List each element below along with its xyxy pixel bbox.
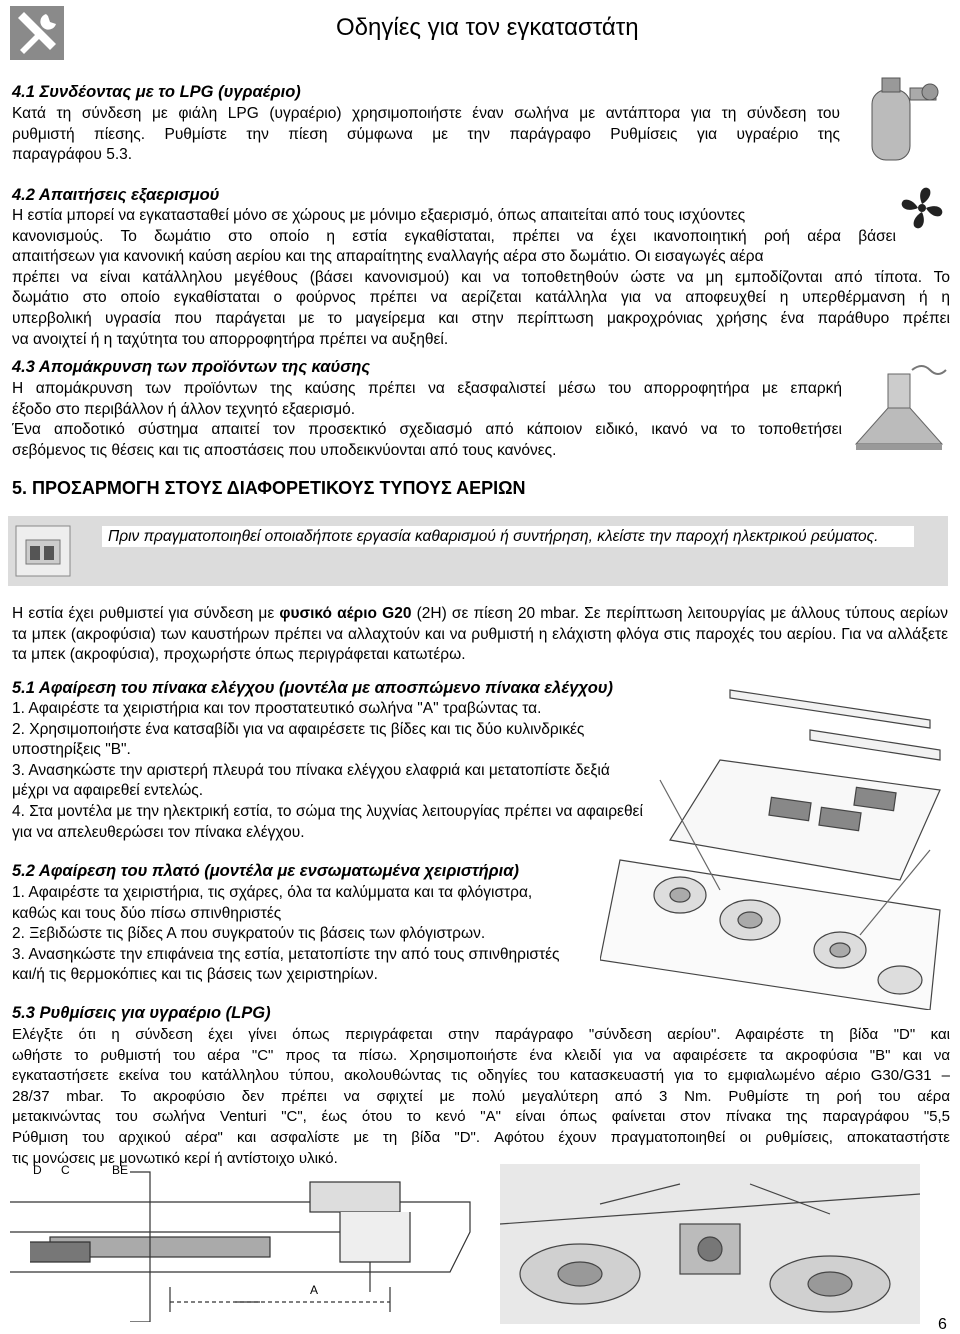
text-line: Η εστία μπορεί να εγκατασταθεί μόνο σε χώρους με μόνιμο εξαερισμό, όπως απαιτείται από τους ισχύοντες xyxy=(12,207,746,224)
text-line: Ελέγξτε ότι η σύνδεση έχει γίνει όπως περιγράφεται στην παράγραφο "σύνδεση αερίου". Αφαιρέστε τη βίδα "D" και xyxy=(12,1026,950,1043)
label-E: E xyxy=(120,1163,129,1177)
cooker-hood-icon xyxy=(852,360,948,460)
heading-5-3: 5.3 Ρυθμίσεις για υγραέριο (LPG) xyxy=(12,1004,271,1022)
warning-box xyxy=(8,516,948,586)
text-line: κανονισμούς. Το δωμάτιο στο οποίο η εστία εγκαθίσταται, πρέπει να έχει ικανοποιητική ροή αέρα βάσει xyxy=(12,227,896,245)
text-line: Κατά τη σύνδεση με φιάλη LPG (υγραέριο) χρησιμοποιήστε έναν σωλήνα με αντάπτορα για τη σύνδεση του xyxy=(12,105,840,122)
paragraph-5-2 xyxy=(12,883,622,986)
heading-4-3: 4.3 Απομάκρυνση των προϊόντων της καύσης xyxy=(12,358,371,376)
text-line: τις μονώσεις με μονωτικό κερί ή αντίστοιχο υλικό. xyxy=(12,1149,338,1167)
text-line: σεβόμενος τις θέσεις και τις αποστάσεις που υποδεικνύονται από τους κανόνες. xyxy=(12,441,557,459)
label-A: A xyxy=(310,1283,319,1297)
page-title: Οδηγίες για τον εγκαταστάτη xyxy=(336,14,639,41)
text-line: δωμάτιο στο οποίο εγκαθίσταται ο φούρνος πρέπει να αερίζεται κατάλληλα για να αποφευχθεί η υπερθέρμανση ή η xyxy=(12,289,950,307)
intro-text-bold: φυσικό αέριο G20 xyxy=(279,605,412,622)
burner-section-drawing xyxy=(10,1162,480,1322)
list-item: 2. Ξεβιδώστε τις βίδες Α που συγκρατούν τις βάσεις των φλόγιστρων. xyxy=(12,925,486,943)
list-item: 3. Ανασηκώστε την επιφάνεια της εστία, μετατοπίστε την από τους σπινθηριστές xyxy=(12,945,560,963)
text-line: Ρύθμιση του αρχικού αέρα" και ασφαλίστε με τη βίδα "D". Αφότου έχουν πραγματοποιηθεί οι ρυθμίσεις, αποκαταστήστε xyxy=(12,1128,950,1146)
list-item: 1. Αφαιρέστε τα χειριστήρια, τις σχάρες, όλα τα καλύμματα και τα φλόγιστρα, xyxy=(12,884,533,901)
paragraph-5-intro xyxy=(12,604,948,666)
page-number: 6 xyxy=(938,1316,947,1333)
text-line: να ανοιχτεί ή η ταχύτητα του απορροφητήρα πρέπει να αυξηθεί. xyxy=(12,330,449,348)
list-item: υποστηρίξεις "Β". xyxy=(12,741,131,759)
heading-5: 5. ΠΡΟΣΑΡΜΟΓΗ ΣΤΟΥΣ ΔΙΑΦΟΡΕΤΙΚΟΥΣ ΤΥΠΟΥΣ ΑΕΡΙΩΝ xyxy=(12,478,526,498)
text-line: υπερβολική υγρασία που παράγεται με το μαγείρεμα και στην περίπτωση μακροχρόνιας χρήσης ένα παράθυρο πρέπει xyxy=(12,309,950,327)
list-item: 3. Ανασηκώστε την αριστερή πλευρά του πίνακα ελέγχου ελαφριά και μετατοπίστε δεξιά xyxy=(12,761,610,779)
text-line: πρέπει να είναι κατάλληλου μεγέθους (βάσει κανονισμού) και να τοποθετηθούν ώστε να μη εμποδίζονται από τίποτα. Το xyxy=(12,268,950,286)
text-line: ωθήστε το ρυθμιστή του αέρα "C" προς τα πίσω. Χρησιμοποιήστε ένα κλειδί για να αφαιρέσετε τα ακροφύσια "Β" και να xyxy=(12,1046,950,1064)
text-line: απαιτήσεων για κανονική καύση αερίου και της απαραίτητης εναλλαγής αέρα στο δωμάτιο. Οι εισαγωγές αέρα xyxy=(12,248,764,266)
gas-cylinder-icon xyxy=(860,72,948,172)
power-switch-icon xyxy=(12,522,74,580)
heading-4-2: 4.2 Απαιτήσεις εξαερισμού xyxy=(12,186,220,204)
list-item: 2. Χρησιμοποιήστε ένα κατσαβίδι για να αφαιρέσετε τις βίδες και τις δύο κυλινδρικές xyxy=(12,720,585,738)
header-wrench-icon xyxy=(10,6,64,60)
list-item: 1. Αφαιρέστε τα χειριστήρια και τον προστατευτικό σωλήνα "Α" τραβώντας τα. xyxy=(12,700,542,717)
list-item: 4. Στα μοντέλα με την ηλεκτρική εστία, το σώμα της λυχνίας λειτουργίας πρέπει να αφαιρεθεί xyxy=(12,802,643,820)
text-line: Η απομάκρυνση των προϊόντων της καύσης πρέπει να εξασφαλιστεί μέσω του απορροφητήρα με επαρκή xyxy=(12,380,842,397)
text-line: 28/37 mbar. Το ακροφύσιο δεν πρέπει να σφιχτεί με πολύ μεγαλύτερη από 3 Nm. Ρυθμίστε τη ροή του αέρα xyxy=(12,1087,950,1105)
text-line: ρυθμιστή πίεσης. Ρυθμίστε την πίεση σύμφωνα με την παράγραφο Ρυθμίσεις για υγραέριο της xyxy=(12,125,840,143)
paragraph-4-1 xyxy=(12,104,840,166)
heading-4-1: 4.1 Συνδέοντας με το LPG (υγραέριο) xyxy=(12,83,301,101)
intro-text-b: (2H) σε πίεση 20 mbar. Σε περίπτωση λειτουργίας με άλλους τύπους αερίων τα μπεκ (ακροφύσια) των καυστήρων πρέπει να αλλαχτούν και να ρυθμιστή η ελάχιστη φλόγα στις παροχές του αερίου. Για να αλλάξετε τα μπεκ (ακροφύσια), προχωρήστε όπως περιγράφεται κατωτέρω. xyxy=(12,605,948,664)
hob-exploded-drawing xyxy=(600,680,950,1010)
text-line: έξοδο στο περιβάλλον ή άλλον τεχνητό εξαερισμό. xyxy=(12,400,356,418)
text-line: μετακινώντας του σωλήνα Venturi "C", έως ότου το κενό "Α" είναι όπως φαίνεται στον πίνακα της παραγράφου "5,5 xyxy=(12,1108,950,1126)
label-B: B xyxy=(112,1163,121,1177)
list-item: για να απελευθερώσει τον πίνακα ελέγχου. xyxy=(12,823,305,841)
warning-text: Πριν πραγματοποιηθεί οποιαδήποτε εργασία καθαρισμού ή συντήρηση, κλείστε την παροχή ηλεκτρικού ρεύματος. xyxy=(102,526,914,547)
intro-text-a: Η εστία έχει ρυθμιστεί για σύνδεση με xyxy=(12,605,280,622)
hob-photo-drawing xyxy=(500,1164,920,1324)
list-item: και/ή τις θερμοκόπιες και τις βάσεις των χειριστηρίων. xyxy=(12,966,378,984)
text-line: εγκαταστήσετε εκείνα του κατάλληλου τύπου, ακολουθώντας τις οδηγίες του κατασκευαστή για το εμφιαλωμένο αέριο G30/G31 – xyxy=(12,1067,950,1085)
list-item: καθώς και τους δύο πίσω σπινθηριστές xyxy=(12,904,282,922)
text-line: Ένα αποδοτικό σύστημα απαιτεί τον προσεκτικό σχεδιασμό από κάποιον ειδικό, ικανό να το τοποθετήσει xyxy=(12,421,842,439)
fan-icon xyxy=(896,182,948,234)
list-item: μέχρι να αφαιρεθεί εντελώς. xyxy=(12,782,204,800)
heading-5-1: 5.1 Αφαίρεση του πίνακα ελέγχου (μοντέλα με αποσπώμενο πίνακα ελέγχου) xyxy=(12,679,614,697)
paragraph-4-2 xyxy=(12,206,950,350)
text-line: παραγράφου 5.3. xyxy=(12,146,133,164)
label-C: C xyxy=(61,1163,70,1177)
label-D: D xyxy=(33,1163,42,1177)
paragraph-5-3 xyxy=(12,1025,950,1169)
paragraph-4-3 xyxy=(12,379,842,461)
heading-5-2: 5.2 Αφαίρεση του πλατό (μοντέλα με ενσωματωμένα χειριστήρια) xyxy=(12,862,519,880)
